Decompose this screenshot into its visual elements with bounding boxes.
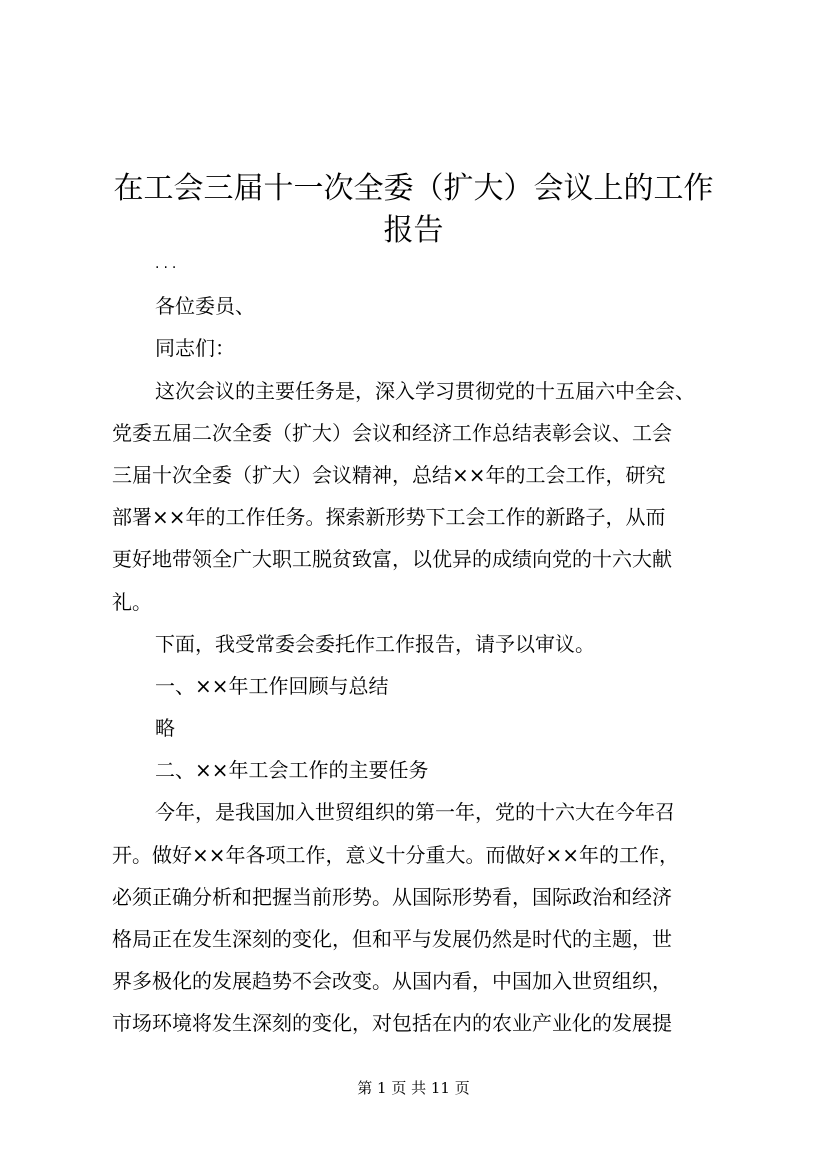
document-title xyxy=(100,166,727,250)
section-1-content: 略 xyxy=(155,716,175,741)
paragraph-2: 下面，我受常委会委托作工作报告，请予以审议。 xyxy=(155,631,595,656)
paragraph-1-line-1: 这次会议的主要任务是，深入学习贯彻党的十五届六中全会、 xyxy=(155,378,695,403)
paragraph-1-line-5: 更好地带领全广大职工脱贫致富，以优异的成绩向党的十六大献 xyxy=(112,547,672,572)
section-heading-1: 一、××年工作回顾与总结 xyxy=(155,673,389,698)
ellipsis-line: ... xyxy=(155,256,181,272)
section-heading-2: 二、××年工会工作的主要任务 xyxy=(155,758,429,783)
paragraph-1-line-6: 礼。 xyxy=(112,589,152,614)
page-footer: 第 1 页 共 11 页 xyxy=(357,1079,470,1097)
title-line-1: 在工会三届十一次全委（扩大）会议上的工作 xyxy=(113,171,714,207)
title-line-2: 报告 xyxy=(383,213,444,249)
paragraph-3-line-3: 必须正确分析和把握当前形势。从国际形势看，国际政治和经济 xyxy=(112,884,672,909)
paragraph-3-line-4: 格局正在发生深刻的变化，但和平与发展仍然是时代的主题，世 xyxy=(112,927,672,951)
salutation-line-2: 同志们： xyxy=(155,336,235,361)
paragraph-1-line-3: 三届十次全委（扩大）会议精神，总结××年的工会工作，研究 xyxy=(112,462,666,487)
salutation-line-1: 各位委员、 xyxy=(155,294,255,319)
paragraph-3-line-2: 开。做好××年各项工作，意义十分重大。而做好××年的工作， xyxy=(112,842,680,867)
document-body xyxy=(112,243,724,1045)
paragraph-1-line-4: 部署××年的工作任务。探索新形势下工会工作的新路子，从而 xyxy=(112,505,666,530)
paragraph-1-line-2: 党委五届二次全委（扩大）会议和经济工作总结表彰会议、工会 xyxy=(112,420,672,445)
paragraph-3-line-1: 今年，是我国加入世贸组织的第一年，党的十六大在今年召 xyxy=(155,800,675,825)
paragraph-3-line-5: 界多极化的发展趋势不会改变。从国内看，中国加入世贸组织， xyxy=(112,969,672,994)
paragraph-3-line-6: 市场环境将发生深刻的变化，对包括在内的农业产业化的发展提 xyxy=(112,1011,672,1036)
